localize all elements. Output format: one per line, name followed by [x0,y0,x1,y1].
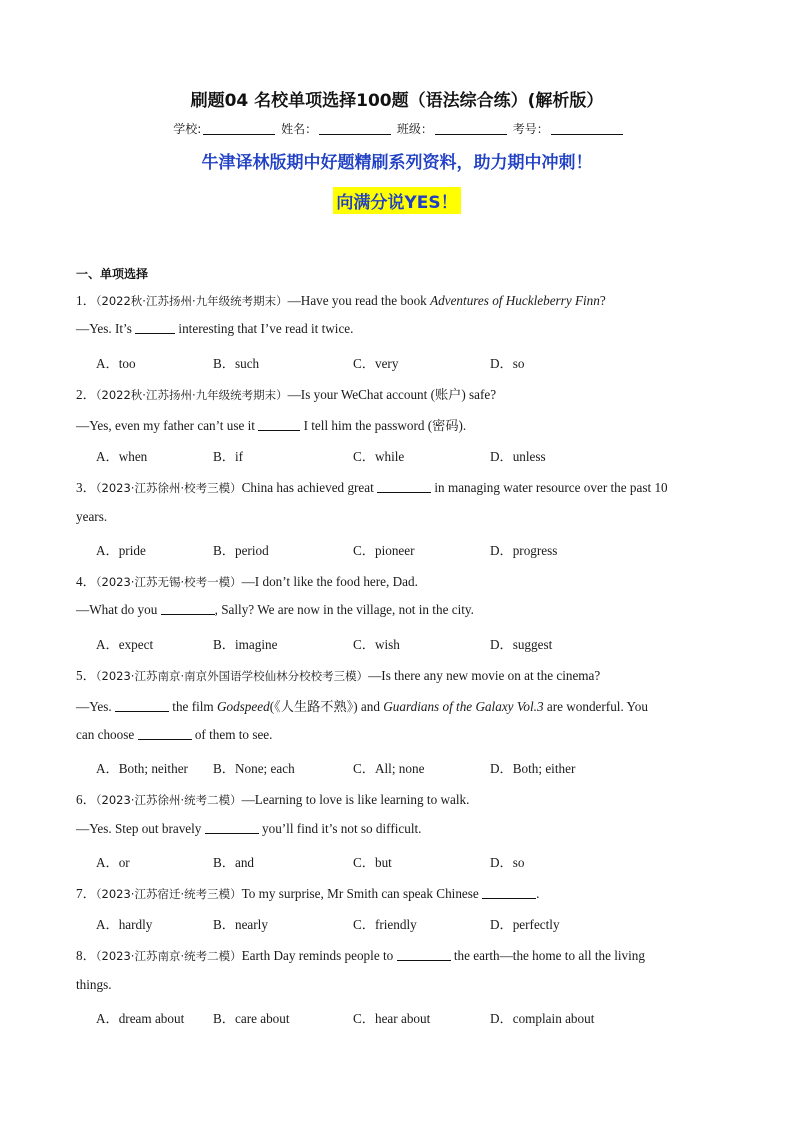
question-number: 6． [76,792,96,807]
question-text: the earth—the home to all the living [450,948,645,963]
question-text: —Yes. It’s [76,321,136,336]
question-text: —I don’t like the food here, Dad. [241,574,418,589]
option-b[interactable]: B．period [213,543,269,558]
question-text: China has achieved great [241,480,378,495]
class-blank [435,122,507,135]
option-d[interactable]: D．complain about [490,1011,595,1026]
question-text: Earth Day reminds people to [241,948,397,963]
question-source: （2022秋·江苏扬州·九年级统考期末） [95,388,288,402]
option-c[interactable]: C．friendly [353,917,417,932]
question-8-stem [76,945,645,964]
name-label: 姓名： [281,122,318,136]
question-source: （2023·江苏徐州·校考三模） [95,481,242,495]
question-text: of them to see. [191,727,273,742]
question-1-stem [76,290,606,309]
option-b[interactable]: B．None; each [213,761,295,776]
question-text: interesting that I’ve read it twice. [175,321,354,336]
question-2-line-2 [76,415,466,434]
option-b[interactable]: B．if [213,449,244,464]
question-source: （2023·江苏宿迁·统考三模） [95,887,242,901]
question-number: 2． [76,387,96,402]
question-text: you’ll find it’s not so difficult. [258,821,422,836]
option-d[interactable]: D．suggest [490,637,553,652]
option-c[interactable]: C．very [353,356,399,371]
question-text: the film [168,699,217,714]
student-info-line [0,120,794,137]
question-number: 8． [76,948,96,963]
question-text: can choose [76,727,138,742]
option-d[interactable]: D．so [490,356,525,371]
option-a[interactable]: A．Both; neither [96,761,188,776]
question-6-stem [76,789,469,808]
answer-blank [138,727,192,740]
question-number: 4． [76,574,96,589]
option-c[interactable]: C．pioneer [353,543,415,558]
question-text: are wonderful. You [543,699,648,714]
question-text: ? [599,293,606,308]
question-5-line-2 [76,696,648,715]
option-a[interactable]: A．dream about [96,1011,185,1026]
option-c[interactable]: C．All; none [353,761,425,776]
option-c[interactable]: C．hear about [353,1011,431,1026]
question-7-stem [76,883,539,902]
question-5-options [96,758,716,776]
book-title: Adventures of Huckleberry Finn [430,293,600,308]
class-label: 班级： [396,122,433,136]
slogan-yes-highlight: 向满分说YES！ [333,187,460,214]
option-a[interactable]: A．expect [96,637,154,652]
question-text: —Yes. [76,699,115,714]
question-text: —Yes, even my father can’t use it [76,418,259,433]
question-text: —Yes. Step out bravely [76,821,205,836]
question-number: 3． [76,480,96,495]
question-number: 5． [76,668,96,683]
question-text: —Is there any new movie on at the cinema? [368,668,601,683]
option-a[interactable]: A．when [96,449,148,464]
option-a[interactable]: A．pride [96,543,146,558]
option-c[interactable]: C．but [353,855,392,870]
question-text: —Learning to love is like learning to walk. [241,792,470,807]
question-source: （2023·江苏南京·统考二模） [95,949,242,963]
answer-blank [205,821,259,834]
question-3-line-2: years. [76,509,108,524]
question-4-line-2 [76,602,474,618]
question-3-stem [76,477,668,496]
number-label: 考号： [512,122,549,136]
question-source: （2023·江苏徐州·统考二模） [95,793,242,807]
answer-blank [258,418,300,431]
question-text: I tell him the password (密码). [300,418,467,433]
option-b[interactable]: B．and [213,855,255,870]
question-8-options [96,1008,716,1026]
slogan-banner: 牛津译林版期中好题精刷系列资料，助力期中冲刺！ [201,153,593,173]
question-text: . [536,886,540,901]
question-1-options [96,353,716,371]
answer-blank [482,886,536,899]
question-2-stem [76,384,496,403]
option-d[interactable]: D．unless [490,449,546,464]
school-label: 学校: [173,122,202,136]
question-number: 7． [76,886,96,901]
option-b[interactable]: B．nearly [213,917,268,932]
question-6-options [96,852,716,870]
question-8-line-2: things. [76,977,112,992]
question-6-line-2 [76,821,421,837]
question-1-line-2 [76,321,353,337]
question-5-line-3 [76,727,272,743]
option-a[interactable]: A．or [96,855,130,870]
question-number: 1． [76,293,96,308]
question-text: (《人生路不熟》) and [269,699,384,714]
question-text: —Have you read the book [287,293,431,308]
question-text: To my surprise, Mr Smith can speak Chinese [241,886,483,901]
option-b[interactable]: B．such [213,356,260,371]
option-d[interactable]: D．Both; either [490,761,576,776]
answer-blank [135,321,175,334]
answer-blank [397,948,451,961]
answer-blank [377,480,431,493]
section-title: 一、单项选择 [76,267,149,281]
answer-blank [115,699,169,712]
question-4-stem [76,571,418,590]
option-d[interactable]: D．progress [490,543,558,558]
school-blank [203,122,275,135]
option-b[interactable]: B．imagine [213,637,278,652]
question-2-options [96,446,716,464]
number-blank [551,122,623,135]
option-a[interactable]: A．too [96,356,136,371]
option-c[interactable]: C．while [353,449,405,464]
question-source: （2023·江苏无锡·校考一模） [95,575,242,589]
question-text: , Sally? We are now in the village, not in the city. [214,602,474,617]
film-title: Godspeed [216,699,270,714]
film-title: Guardians of the Galaxy Vol.3 [383,699,544,714]
question-5-stem [76,665,600,684]
option-d[interactable]: D．perfectly [490,917,560,932]
question-3-options [96,540,716,558]
option-b[interactable]: B．care about [213,1011,290,1026]
question-source: （2023·江苏南京·南京外国语学校仙林分校校考三模） [95,669,369,683]
option-d[interactable]: D．so [490,855,525,870]
page-title: 刷题04 名校单项选择100题（语法综合练）(解析版） [190,91,604,111]
question-source: （2022秋·江苏扬州·九年级统考期末） [95,294,288,308]
option-c[interactable]: C．wish [353,637,400,652]
name-blank [319,122,391,135]
question-7-options [96,914,716,932]
question-text: in managing water resource over the past 10 [431,480,668,495]
slogan-yes-wrap [0,187,794,214]
answer-blank [161,602,215,615]
question-text: —Is your WeChat account (账户) safe? [287,387,497,402]
question-text: —What do you [76,602,161,617]
question-4-options [96,634,716,652]
option-a[interactable]: A．hardly [96,917,153,932]
